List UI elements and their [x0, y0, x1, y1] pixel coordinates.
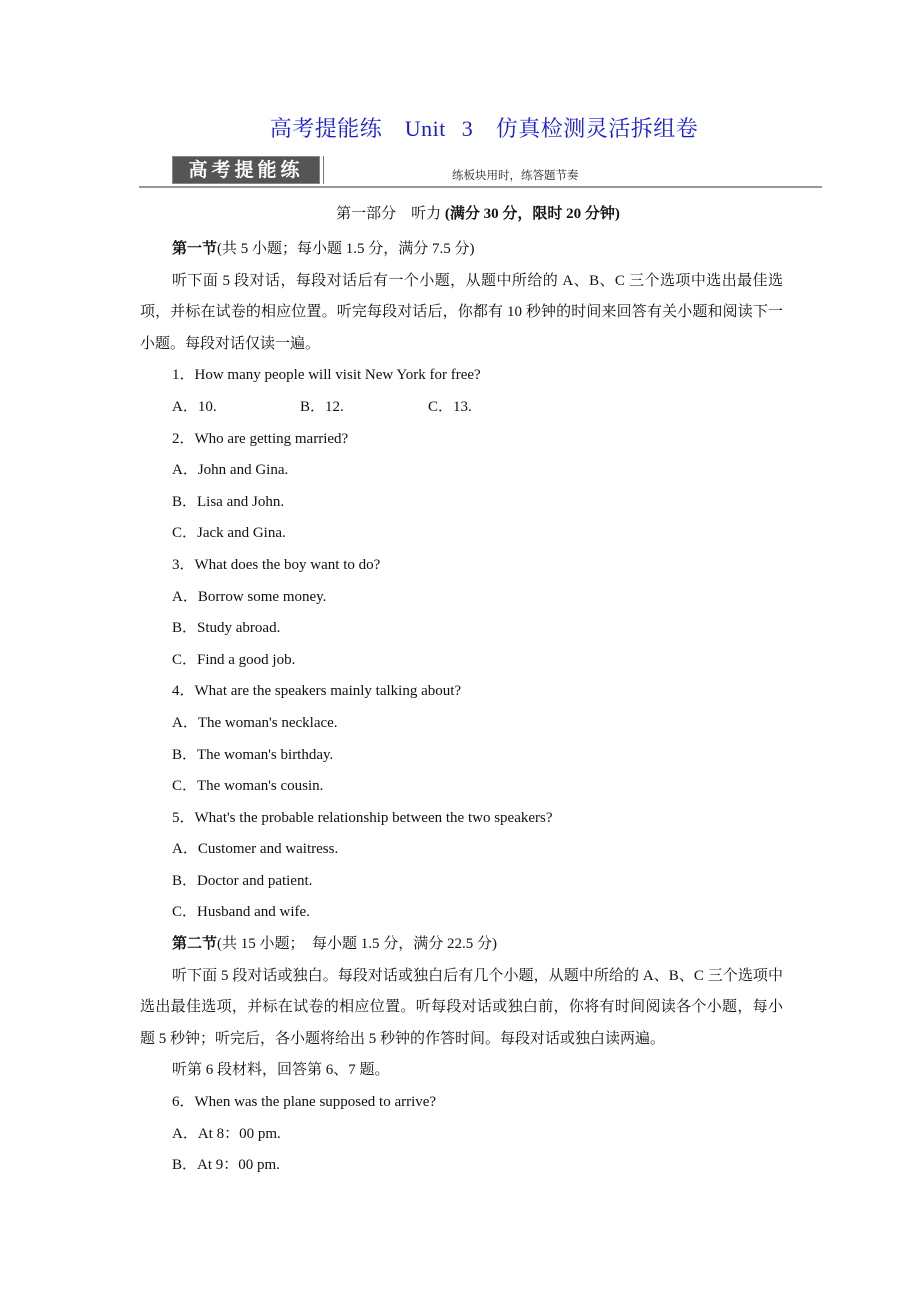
option: C．Jack and Gina.	[172, 525, 286, 542]
question: 3．What does the boy want to do?	[172, 556, 381, 573]
option: B．Doctor and patient.	[172, 872, 313, 889]
banner-slogan: 练板块用时，练答题节奏	[452, 168, 579, 182]
option: C．13.	[428, 398, 472, 415]
question: 4．What are the speakers mainly talking about?	[172, 683, 462, 700]
section2-instructions: 听下面 5 段对话或独白。每段对话或独白后有几个小题，从题中所给的 A、B、C 三个选项中选出最佳选项，并标在试卷的相应位置。听每段对话或独白前，你将有时间阅读各个小题，每小题 5 秒钟；听完后，各小题将给出 5 秒钟的作答时间。每段对话或独白读两遍。	[140, 967, 783, 1047]
document-body	[140, 234, 783, 1182]
section1-info: (共 5 小题；每小题 1.5 分，满分 7.5 分)	[217, 241, 475, 257]
option: B．The woman's birthday.	[172, 746, 334, 763]
option: C．Find a good job.	[172, 651, 296, 668]
option: B．At 9：00 pm.	[172, 1157, 280, 1174]
option: A．Customer and waitress.	[172, 841, 339, 858]
option: A．Borrow some money.	[172, 588, 327, 605]
option: A．10.	[172, 398, 217, 415]
banner-badge: 高考提能练	[172, 156, 320, 184]
option: C．The woman's cousin.	[172, 778, 324, 795]
divider	[323, 156, 324, 184]
option: B．Study abroad.	[172, 620, 281, 637]
part-heading	[0, 202, 920, 223]
section1-instructions: 听下面 5 段对话，每段对话后有一个小题，从题中所给的 A、B、C 三个选项中选出最佳选项，并标在试卷的相应位置。听完每段对话后，你都有 10 秒钟的时间来回答有关小题和阅读下一小题。每段对话仅读一遍。	[140, 272, 783, 352]
question: 2．Who are getting married?	[172, 430, 349, 447]
section1-title: 第一节	[172, 241, 218, 257]
page-title: 高考提能练 Unit 3 仿真检测灵活拆组卷	[269, 116, 699, 141]
material-note: 听第 6 段材料，回答第 6、7 题。	[172, 1062, 390, 1079]
part-info: (满分 30 分，限时 20 分钟)	[444, 206, 620, 222]
option: B．Lisa and John.	[172, 493, 285, 510]
section2-heading	[140, 929, 783, 961]
part-name: 第一部分 听力	[336, 206, 442, 222]
option: A．John and Gina.	[172, 462, 289, 479]
options-row	[140, 392, 783, 424]
section1-heading	[140, 234, 783, 266]
question: 5．What's the probable relationship between the two speakers?	[172, 809, 553, 826]
section2-title: 第二节	[172, 936, 218, 953]
question: 6．When was the plane supposed to arrive?	[172, 1094, 437, 1111]
option: A．At 8：00 pm.	[172, 1125, 281, 1142]
option: A．The woman's necklace.	[172, 714, 338, 731]
section2-info: (共 15 小题； 每小题 1.5 分，满分 22.5 分)	[217, 936, 498, 953]
section-banner	[139, 156, 822, 188]
option: C．Husband and wife.	[172, 904, 310, 921]
option: B．12.	[300, 398, 344, 415]
question: 1．How many people will visit New York for free?	[172, 367, 481, 384]
